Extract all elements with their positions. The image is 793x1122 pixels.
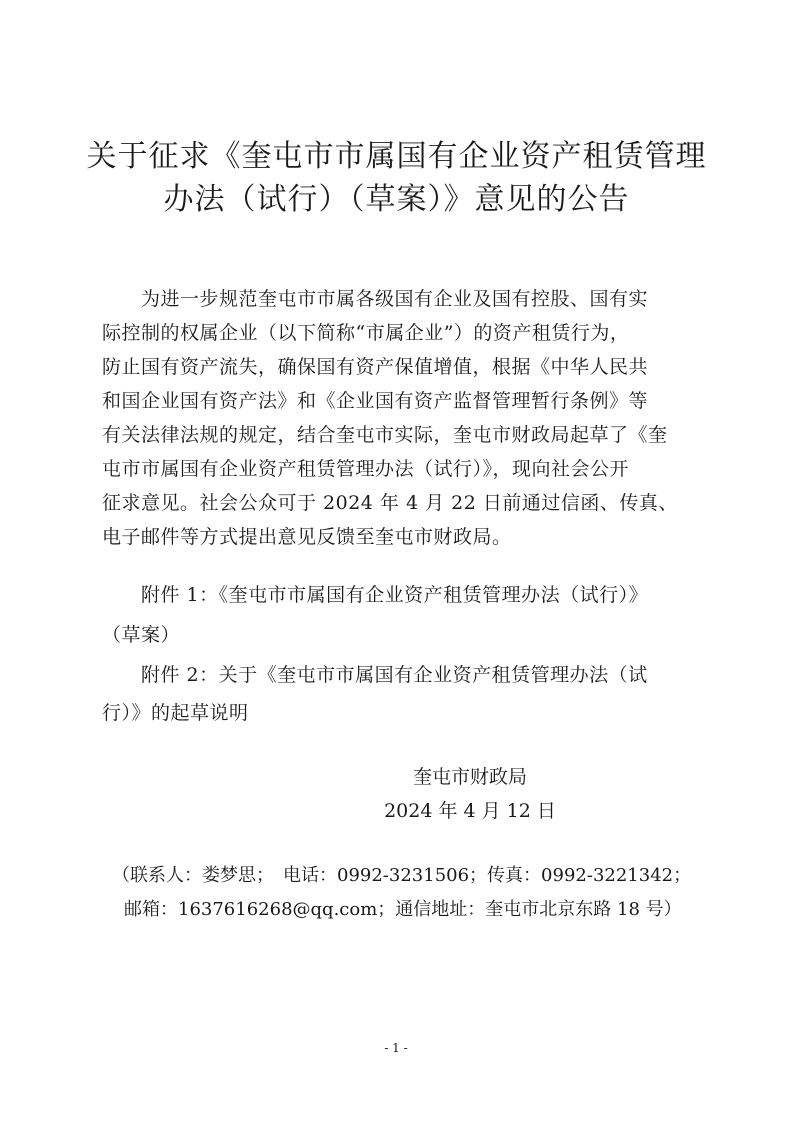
body-line: 防止国有资产流失，确保国有资产保值增值，根据《中华人民共 — [102, 356, 649, 378]
body-line: 为进一步规范奎屯市市属各级国有企业及国有控股、国有实 — [102, 288, 649, 310]
issuer-name: 奎屯市财政局 — [412, 766, 527, 788]
document-title-line-1: 关于征求《奎屯市市属国有企业资产租赁管理 — [86, 139, 707, 174]
body-line: 和国企业国有资产法》和《企业国有资产监督管理暂行条例》等 — [102, 390, 649, 412]
page-number: - 1 - — [384, 1041, 408, 1055]
attachment-2-line-2: 行）》的起草说明 — [102, 702, 249, 724]
body-line: 屯市市属国有企业资产租赁管理办法（试行）》，现向社会公开 — [102, 458, 630, 480]
body-line: 电子邮件等方式提出意见反馈至奎屯市财政局。 — [102, 526, 512, 548]
attachment-1-line-2: （草案） — [102, 624, 181, 646]
attachment-1-line-1: 附件 1：《奎屯市市属国有企业资产租赁管理办法（试行）》 — [102, 584, 649, 606]
body-line: 征求意见。社会公众可于 2024 年 4 月 22 日前通过信函、传真、 — [102, 492, 678, 514]
body-line: 有关法律法规的规定，结合奎屯市实际，奎屯市财政局起草了《奎 — [102, 424, 668, 446]
contact-line-2: 邮箱：1637616268@qq.com；通信地址：奎屯市北京东路 18 号） — [124, 899, 682, 920]
contact-line-1: （联系人：娄梦思； 电话：0992-3231506；传真：0992-3221342； — [112, 865, 692, 886]
attachment-2-line-1: 附件 2：关于《奎屯市市属国有企业资产租赁管理办法（试 — [102, 664, 648, 686]
document-title-line-2: 办法（试行）（草案）》意见的公告 — [163, 182, 630, 217]
issue-date: 2024 年 4 月 12 日 — [384, 800, 556, 822]
body-line: 际控制的权属企业（以下简称“市属企业”）的资产租赁行为， — [102, 322, 630, 344]
